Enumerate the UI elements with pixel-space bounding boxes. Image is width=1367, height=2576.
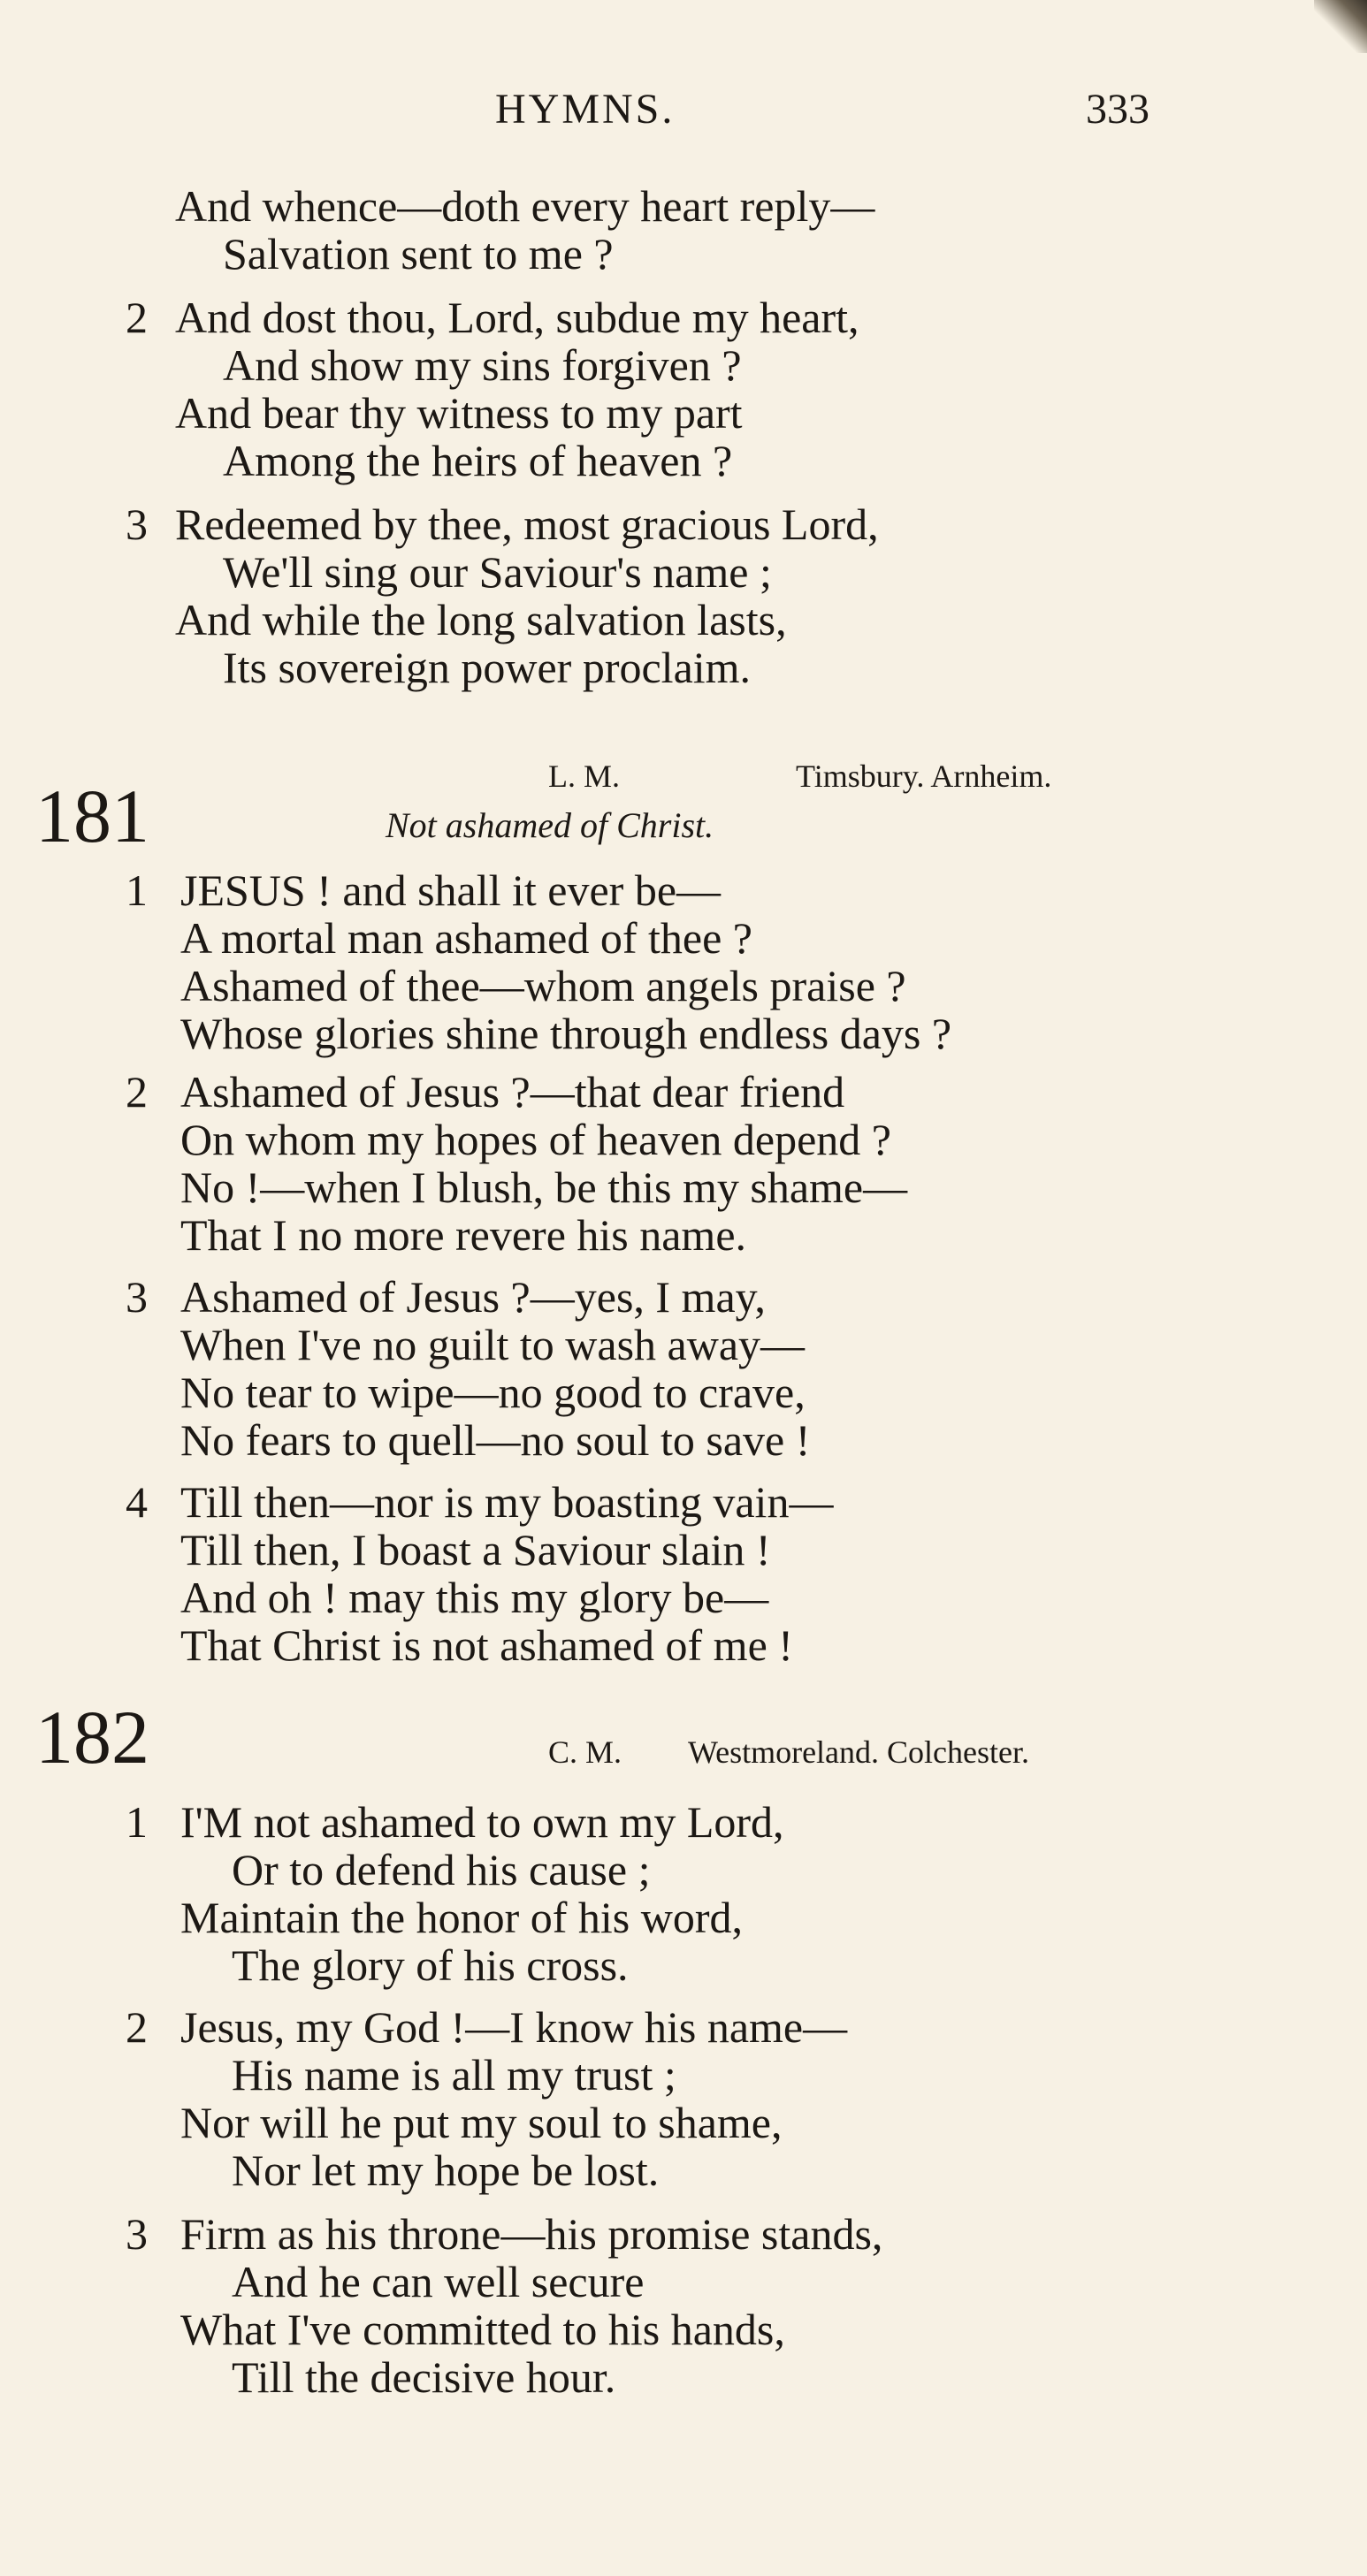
hymn-tunes: Westmoreland. Colchester. <box>688 1734 1029 1770</box>
verse-line: What I've committed to his hands, <box>180 2305 785 2354</box>
hymn-number: 181 <box>35 774 149 858</box>
verse-number: 3 <box>126 499 148 549</box>
verse-line: And dost thou, Lord, subdue my heart, <box>175 293 859 342</box>
page-edge-shadow <box>1314 0 1367 53</box>
verse-line: His name is all my trust ; <box>232 2050 676 2100</box>
verse-line: Maintain the honor of his word, <box>180 1893 744 1942</box>
hymn-title: Not ashamed of Christ. <box>386 805 714 845</box>
hymn-tunes: Timsbury. Arnheim. <box>796 758 1052 794</box>
verse-line: No !—when I blush, be this my shame— <box>180 1162 908 1212</box>
page-number: 333 <box>1086 86 1149 133</box>
verse-line: We'll sing our Saviour's name ; <box>223 547 772 597</box>
verse-line: Till then, I boast a Saviour slain ! <box>180 1525 771 1574</box>
verse-line: No fears to quell—no soul to save ! <box>180 1415 811 1465</box>
verse-line: On whom my hopes of heaven depend ? <box>180 1115 891 1164</box>
verse-line: Among the heirs of heaven ? <box>223 436 733 485</box>
verse-line: And show my sins forgiven ? <box>223 340 742 390</box>
verse-line: Ashamed of thee—whom angels praise ? <box>180 961 906 1010</box>
verse-line: Or to defend his cause ; <box>232 1845 651 1894</box>
verse-number: 3 <box>126 2209 148 2259</box>
verse-line: JESUS ! and shall it ever be— <box>180 865 722 915</box>
hymn-number: 182 <box>35 1695 149 1780</box>
verse-line: When I've no guilt to wash away— <box>180 1320 806 1369</box>
verse-number: 1 <box>126 1797 148 1847</box>
verse-line: Its sovereign power proclaim. <box>223 643 752 692</box>
hymn-meter: L. M. <box>548 758 620 794</box>
verse-line: No tear to wipe—no good to crave, <box>180 1368 806 1417</box>
verse-line: The glory of his cross. <box>232 1940 629 1990</box>
verse-number: 2 <box>126 2002 148 2052</box>
verse-line: Salvation sent to me ? <box>223 229 614 278</box>
verse-line: That Christ is not ashamed of me ! <box>180 1620 793 1670</box>
verse-line: Jesus, my God !—I know his name— <box>180 2002 848 2052</box>
verse-number: 1 <box>126 865 148 915</box>
verse-line: Nor let my hope be lost. <box>232 2145 660 2195</box>
hymn-meter: C. M. <box>548 1734 622 1770</box>
verse-number: 2 <box>126 293 148 342</box>
running-head <box>0 85 1367 141</box>
verse-line: Till the decisive hour. <box>232 2352 616 2402</box>
verse-number: 2 <box>126 1067 148 1117</box>
verse-line: And oh ! may this my glory be— <box>180 1573 769 1622</box>
verse-line: I'M not ashamed to own my Lord, <box>180 1797 784 1847</box>
verse-line: And bear thy witness to my part <box>175 388 743 438</box>
verse-line: And while the long salvation lasts, <box>175 595 787 644</box>
verse-line: Firm as his throne—his promise stands, <box>180 2209 883 2259</box>
verse-line: Ashamed of Jesus ?—yes, I may, <box>180 1272 766 1322</box>
verse-line: Nor will he put my soul to shame, <box>180 2098 783 2147</box>
verse-line: Whose glories shine through endless days ? <box>180 1009 952 1058</box>
running-title: HYMNS. <box>495 86 676 133</box>
verse-line: That I no more revere his name. <box>180 1210 747 1260</box>
verse-line: Ashamed of Jesus ?—that dear friend <box>180 1067 845 1117</box>
verse-line: And whence—doth every heart reply— <box>175 181 875 231</box>
verse-number: 3 <box>126 1272 148 1322</box>
verse-line: And he can well secure <box>232 2257 645 2306</box>
verse-line: Redeemed by thee, most gracious Lord, <box>175 499 879 549</box>
verse-line: Till then—nor is my boasting vain— <box>180 1477 834 1527</box>
verse-line: A mortal man ashamed of thee ? <box>180 913 752 963</box>
verse-number: 4 <box>126 1477 148 1527</box>
